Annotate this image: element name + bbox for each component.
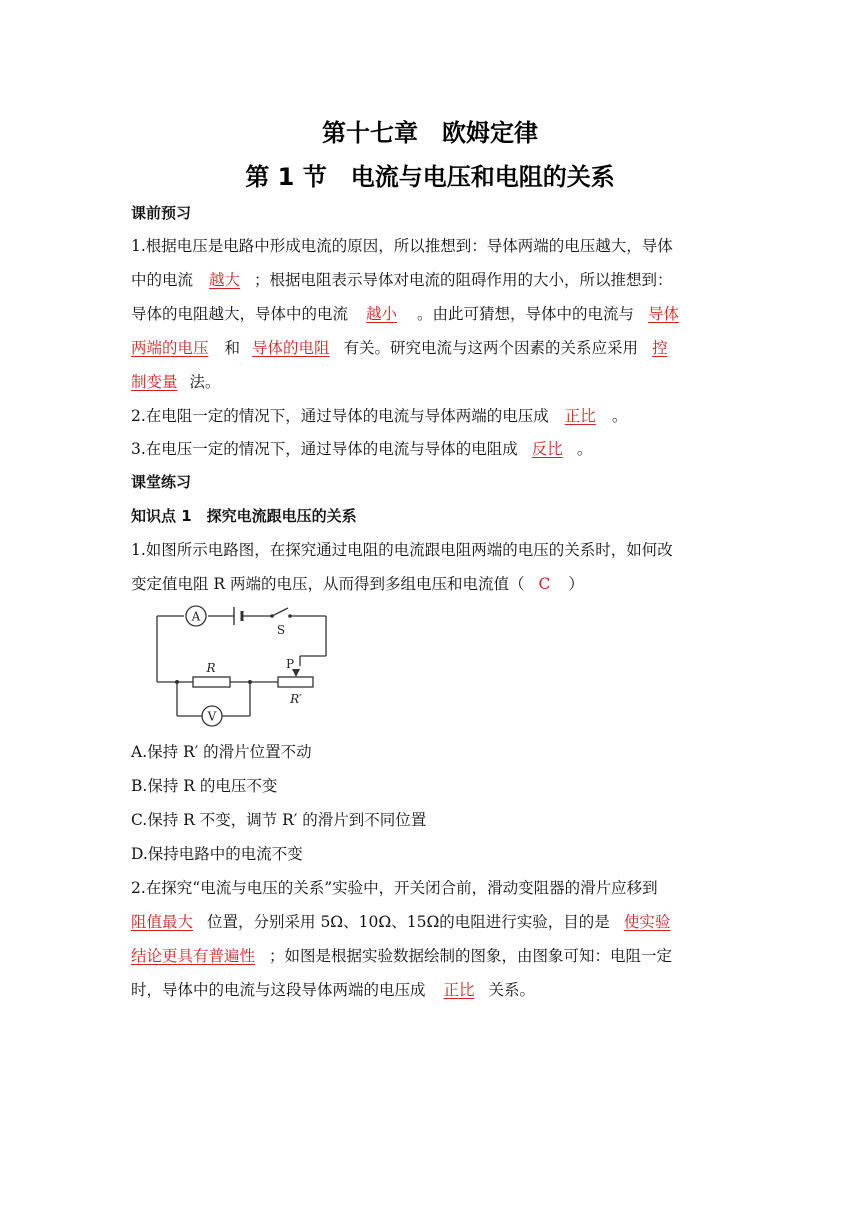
practice-q2-line3 (131, 946, 731, 966)
text: ） (568, 575, 584, 593)
answer-blank: 两端的电压 (131, 339, 209, 357)
slider-label: P (285, 657, 295, 671)
text: 变定值电阻 R 两端的电压，从而得到多组电压和电流值（ (131, 575, 525, 593)
voltmeter-icon (202, 706, 222, 726)
answer-blank: 制变量 (131, 373, 178, 391)
answer-blank: 越大 (209, 271, 241, 289)
text: 法。 (189, 373, 221, 391)
switch-icon (270, 614, 292, 637)
answer-blank: 结论更具有普遍性 (131, 947, 256, 965)
preview-q1-line4 (131, 338, 731, 358)
practice-q1-line2 (131, 574, 731, 594)
section-title: 第 1 节 电流与电压和电阻的关系 (245, 163, 615, 191)
practice-q1-line1 (131, 540, 731, 560)
switch-label: S (276, 623, 286, 637)
text: 3.在电压一定的情况下，通过导体的电流与导体的电阻成 (131, 440, 518, 458)
text: 。 (611, 407, 628, 425)
practice-q2-line1 (131, 878, 731, 898)
text: 时，导体中的电流与这段导体两端的电压成 (131, 981, 426, 999)
answer-blank: 正比 (443, 981, 475, 999)
chapter-title: 第十七章 欧姆定律 (322, 119, 538, 147)
text: 。 (576, 440, 593, 458)
practice-q2-line2 (131, 912, 731, 932)
practice-heading: 课堂练习 (131, 473, 192, 491)
practice-q2-line4 (131, 980, 731, 1000)
answer-blank: 越小 (366, 305, 398, 323)
preview-q1-line2 (131, 270, 731, 290)
text: 。由此可猜想，导体中的电流与 (417, 305, 635, 323)
option-b: B.保持 R 的电压不变 (131, 777, 278, 795)
preview-heading: 课前预习 (131, 204, 192, 222)
answer-blank: 阻值最大 (131, 913, 194, 931)
ammeter-label: A (191, 609, 201, 624)
answer-blank: 导体 (648, 305, 680, 323)
text: 和 (224, 339, 241, 357)
resistor-icon (193, 661, 230, 687)
text: 2.在探究“电流与电压的关系”实验中，开关闭合前，滑动变阻器的滑片应移到 (131, 879, 658, 897)
knowledge-point-1: 知识点 1 探究电流跟电压的关系 (131, 507, 357, 525)
text: ；根据电阻表示导体对电流的阻碍作用的大小，所以推想到： (254, 271, 673, 289)
resistor-label: R (206, 661, 216, 675)
answer-blank: 使实验 (623, 913, 671, 931)
text: 位置，分别采用 5Ω、10Ω、15Ω的电阻进行实验，目的是 (207, 913, 610, 931)
text: 1.根据电压是电路中形成电流的原因，所以推想到：导体两端的电压越大，导体 (131, 237, 673, 255)
text: 1.如图所示电路图，在探究通过电阻的电流跟电阻两端的电压的关系时，如何改 (131, 541, 673, 559)
option-c: C.保持 R 不变，调节 R′ 的滑片到不同位置 (131, 811, 427, 829)
voltmeter-label: V (207, 709, 217, 724)
text: 2.在电阻一定的情况下，通过导体的电流与导体两端的电压成 (131, 407, 549, 425)
ammeter-icon (186, 606, 206, 626)
text: ；如图是根据实验数据绘制的图象，由图象可知：电阻一定 (269, 947, 673, 965)
answer-blank: 反比 (531, 440, 563, 458)
rheostat-icon (278, 657, 313, 706)
text: 中的电流 (131, 271, 194, 289)
battery-icon (234, 607, 242, 625)
text: 导体的电阻越大，导体中的电流 (131, 305, 349, 323)
answer-blank: 控 (652, 339, 668, 357)
text: 关系。 (488, 981, 536, 999)
text: 有关。研究电流与这两个因素的关系应采用 (343, 339, 639, 357)
circuit-diagram (150, 604, 340, 730)
answer-choice: C (538, 575, 551, 593)
preview-q1-line3 (131, 304, 731, 324)
preview-q1-line1 (131, 236, 731, 256)
preview-q1-line5 (131, 372, 731, 392)
option-a: A.保持 R′ 的滑片位置不动 (131, 743, 312, 761)
preview-q2 (131, 406, 731, 426)
rheostat-label: R′ (290, 692, 302, 706)
preview-q3 (131, 439, 731, 459)
option-d: D.保持电路中的电流不变 (131, 845, 303, 863)
answer-blank: 正比 (564, 407, 596, 425)
answer-blank: 导体的电阻 (252, 339, 330, 357)
